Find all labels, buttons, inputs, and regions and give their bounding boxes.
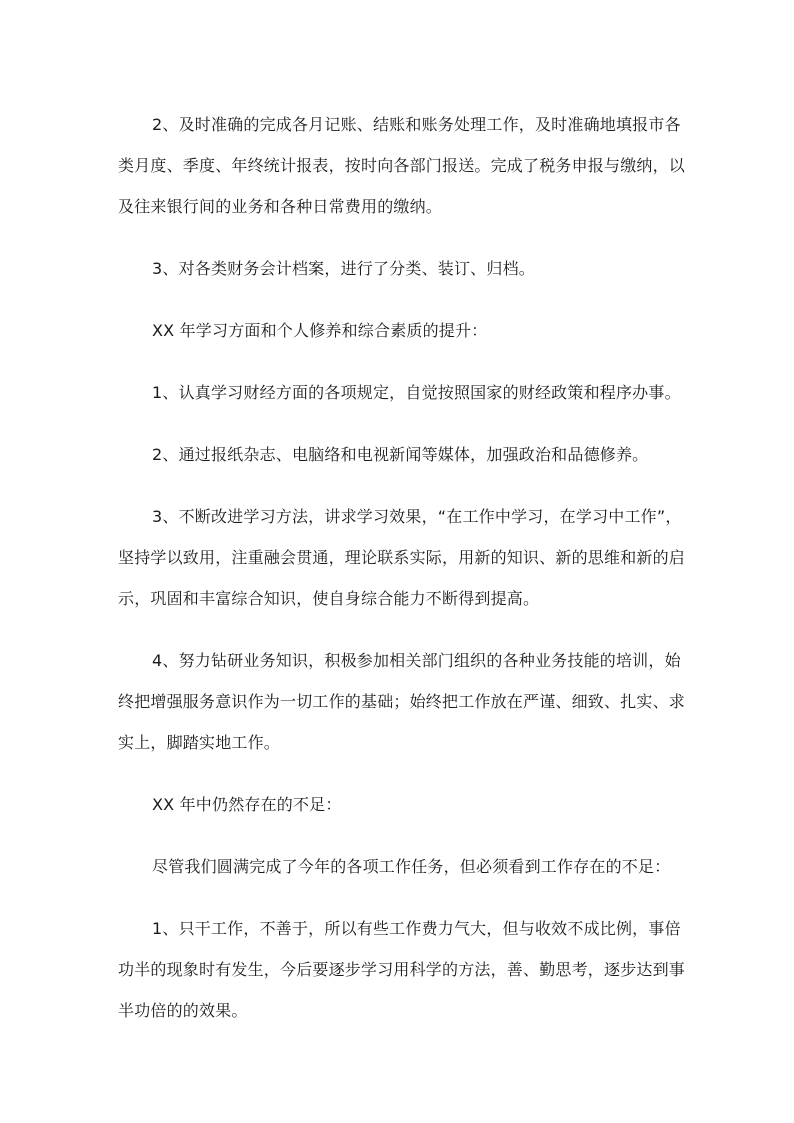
text-line: 3、对各类财务会计档案，进行了分类、装订、归档。 bbox=[152, 259, 535, 278]
text-line: 2、通过报纸杂志、电脑络和电视新闻等媒体，加强政治和品德修养。 bbox=[152, 445, 649, 464]
text-line: XX 年中仍然存在的不足： bbox=[152, 795, 342, 814]
paragraph-shortcoming-1 bbox=[118, 908, 686, 1031]
text-line: 终把增强服务意识作为一切工作的基础；始终把工作放在严谨、细致、扎实、求 bbox=[118, 692, 686, 711]
paragraph-archives bbox=[118, 248, 678, 289]
paragraph-media-study bbox=[118, 434, 678, 475]
text-line: 半功倍的的效果。 bbox=[118, 1001, 248, 1020]
text-line: 示，巩固和丰富综合知识，使自身综合能力不断得到提高。 bbox=[118, 589, 540, 608]
text-line: 坚持学以致用，注重融会贯通，理论联系实际，用新的知识、新的思维和新的启 bbox=[118, 548, 686, 567]
section-heading-shortcomings bbox=[118, 784, 678, 825]
paragraph-study-regulations bbox=[118, 372, 681, 413]
paragraph-shortcomings-intro bbox=[118, 846, 678, 887]
text-line: 1、认真学习财经方面的各项规定，自觉按照国家的财经政策和程序办事。 bbox=[152, 383, 681, 402]
text-line: 尽管我们圆满完成了今年的各项工作任务，但必须看到工作存在的不足： bbox=[152, 857, 671, 876]
text-line: 功半的现象时有发生，今后要逐步学习用科学的方法，善、勤思考，逐步达到事 bbox=[118, 960, 686, 979]
section-heading-study bbox=[118, 310, 678, 351]
text-line: XX 年学习方面和个人修养和综合素质的提升： bbox=[152, 321, 488, 340]
text-line: 4、努力钻研业务知识，积极参加相关部门组织的各种业务技能的培训，始 bbox=[152, 651, 681, 670]
text-line: 类月度、季度、年终统计报表，按时向各部门报送。完成了税务申报与缴纳，以 bbox=[118, 156, 686, 175]
text-line: 及往来银行间的业务和各种日常费用的缴纳。 bbox=[118, 197, 443, 216]
text-line: 实上，脚踏实地工作。 bbox=[118, 733, 281, 752]
paragraph-study-methods bbox=[118, 496, 686, 619]
paragraph-accounting-work bbox=[118, 104, 686, 227]
text-line: 3、不断改进学习方法，讲求学习效果，“在工作中学习，在学习中工作”， bbox=[152, 507, 682, 526]
paragraph-business-knowledge bbox=[118, 640, 686, 763]
text-line: 1、只干工作，不善于，所以有些工作费力气大，但与收效不成比例，事倍 bbox=[152, 919, 681, 938]
document-page bbox=[118, 104, 686, 1031]
text-line: 2、及时准确的完成各月记账、结账和账务处理工作，及时准确地填报市各 bbox=[152, 115, 681, 134]
